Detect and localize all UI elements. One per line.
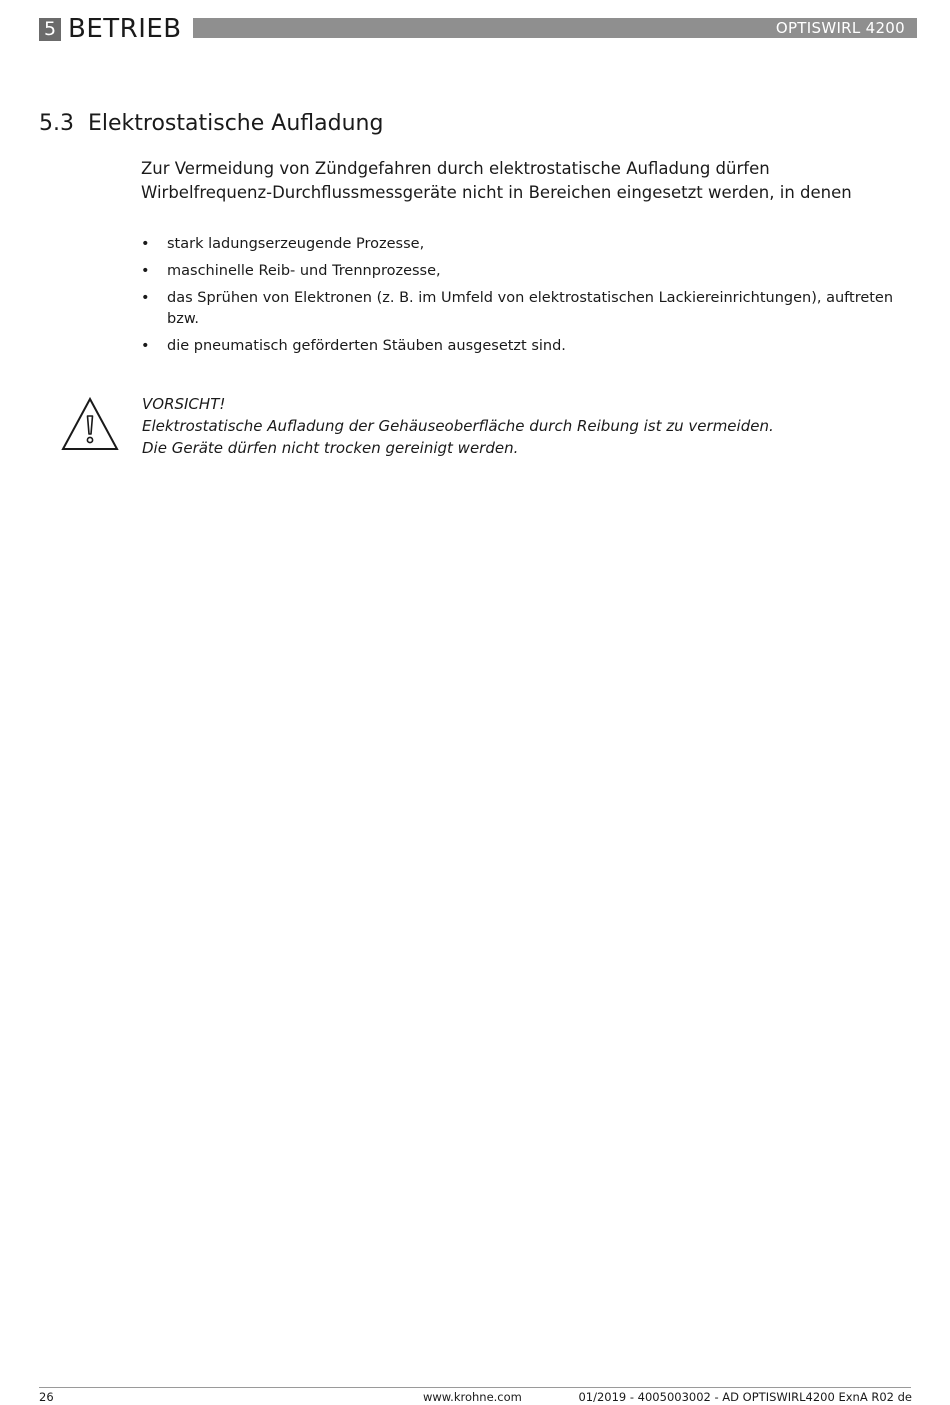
header-bar <box>193 18 917 38</box>
list-item <box>141 288 911 330</box>
section-number: 5.3 <box>39 111 74 136</box>
section-heading <box>39 108 383 140</box>
footer-url-link[interactable]: www.krohne.com <box>423 1390 522 1404</box>
list-item-text: stark ladungserzeugende Prozesse, <box>167 236 425 252</box>
list-item-text: die pneumatisch geförderten Stäuben ausgesetzt sind. <box>167 338 566 354</box>
bullet-icon: • <box>141 236 150 252</box>
list-item-text: das Sprühen von Elektronen (z. B. im Umfeld von elektrostatischen Lackiereinrichtungen), auftreten bzw. <box>167 290 894 327</box>
list-item-text: maschinelle Reib- und Trennprozesse, <box>167 263 441 279</box>
caution-label: VORSICHT! <box>142 395 226 413</box>
section-title: Elektrostatische Aufladung <box>88 111 384 136</box>
list-item <box>141 336 911 357</box>
footer-doc-reference: 01/2019 - 4005003002 - AD OPTISWIRL4200 ExnA R02 de <box>578 1390 912 1404</box>
product-name: OPTISWIRL 4200 <box>775 19 905 37</box>
bullet-list <box>141 234 911 363</box>
bullet-icon: • <box>141 263 150 279</box>
caution-text-line: Elektrostatische Aufladung der Gehäuseoberfläche durch Reibung ist zu vermeiden. <box>142 417 774 435</box>
list-item <box>141 234 911 255</box>
caution-block <box>142 393 902 459</box>
page-number: 26 <box>39 1390 54 1404</box>
chapter-number: 5 <box>39 18 61 41</box>
chapter-title: BETRIEB <box>68 14 182 44</box>
warning-triangle-icon <box>60 396 120 452</box>
bullet-icon: • <box>141 290 150 306</box>
footer-divider <box>39 1387 911 1388</box>
list-item <box>141 261 911 282</box>
bullet-icon: • <box>141 338 150 354</box>
intro-paragraph: Zur Vermeidung von Zündgefahren durch elektrostatische Aufladung dürfen Wirbelfrequenz-Durchflussmessgeräte nicht in Bereichen eingesetzt werden, in denen <box>141 159 852 202</box>
caution-text-line: Die Geräte dürfen nicht trocken gereinigt werden. <box>142 439 519 457</box>
